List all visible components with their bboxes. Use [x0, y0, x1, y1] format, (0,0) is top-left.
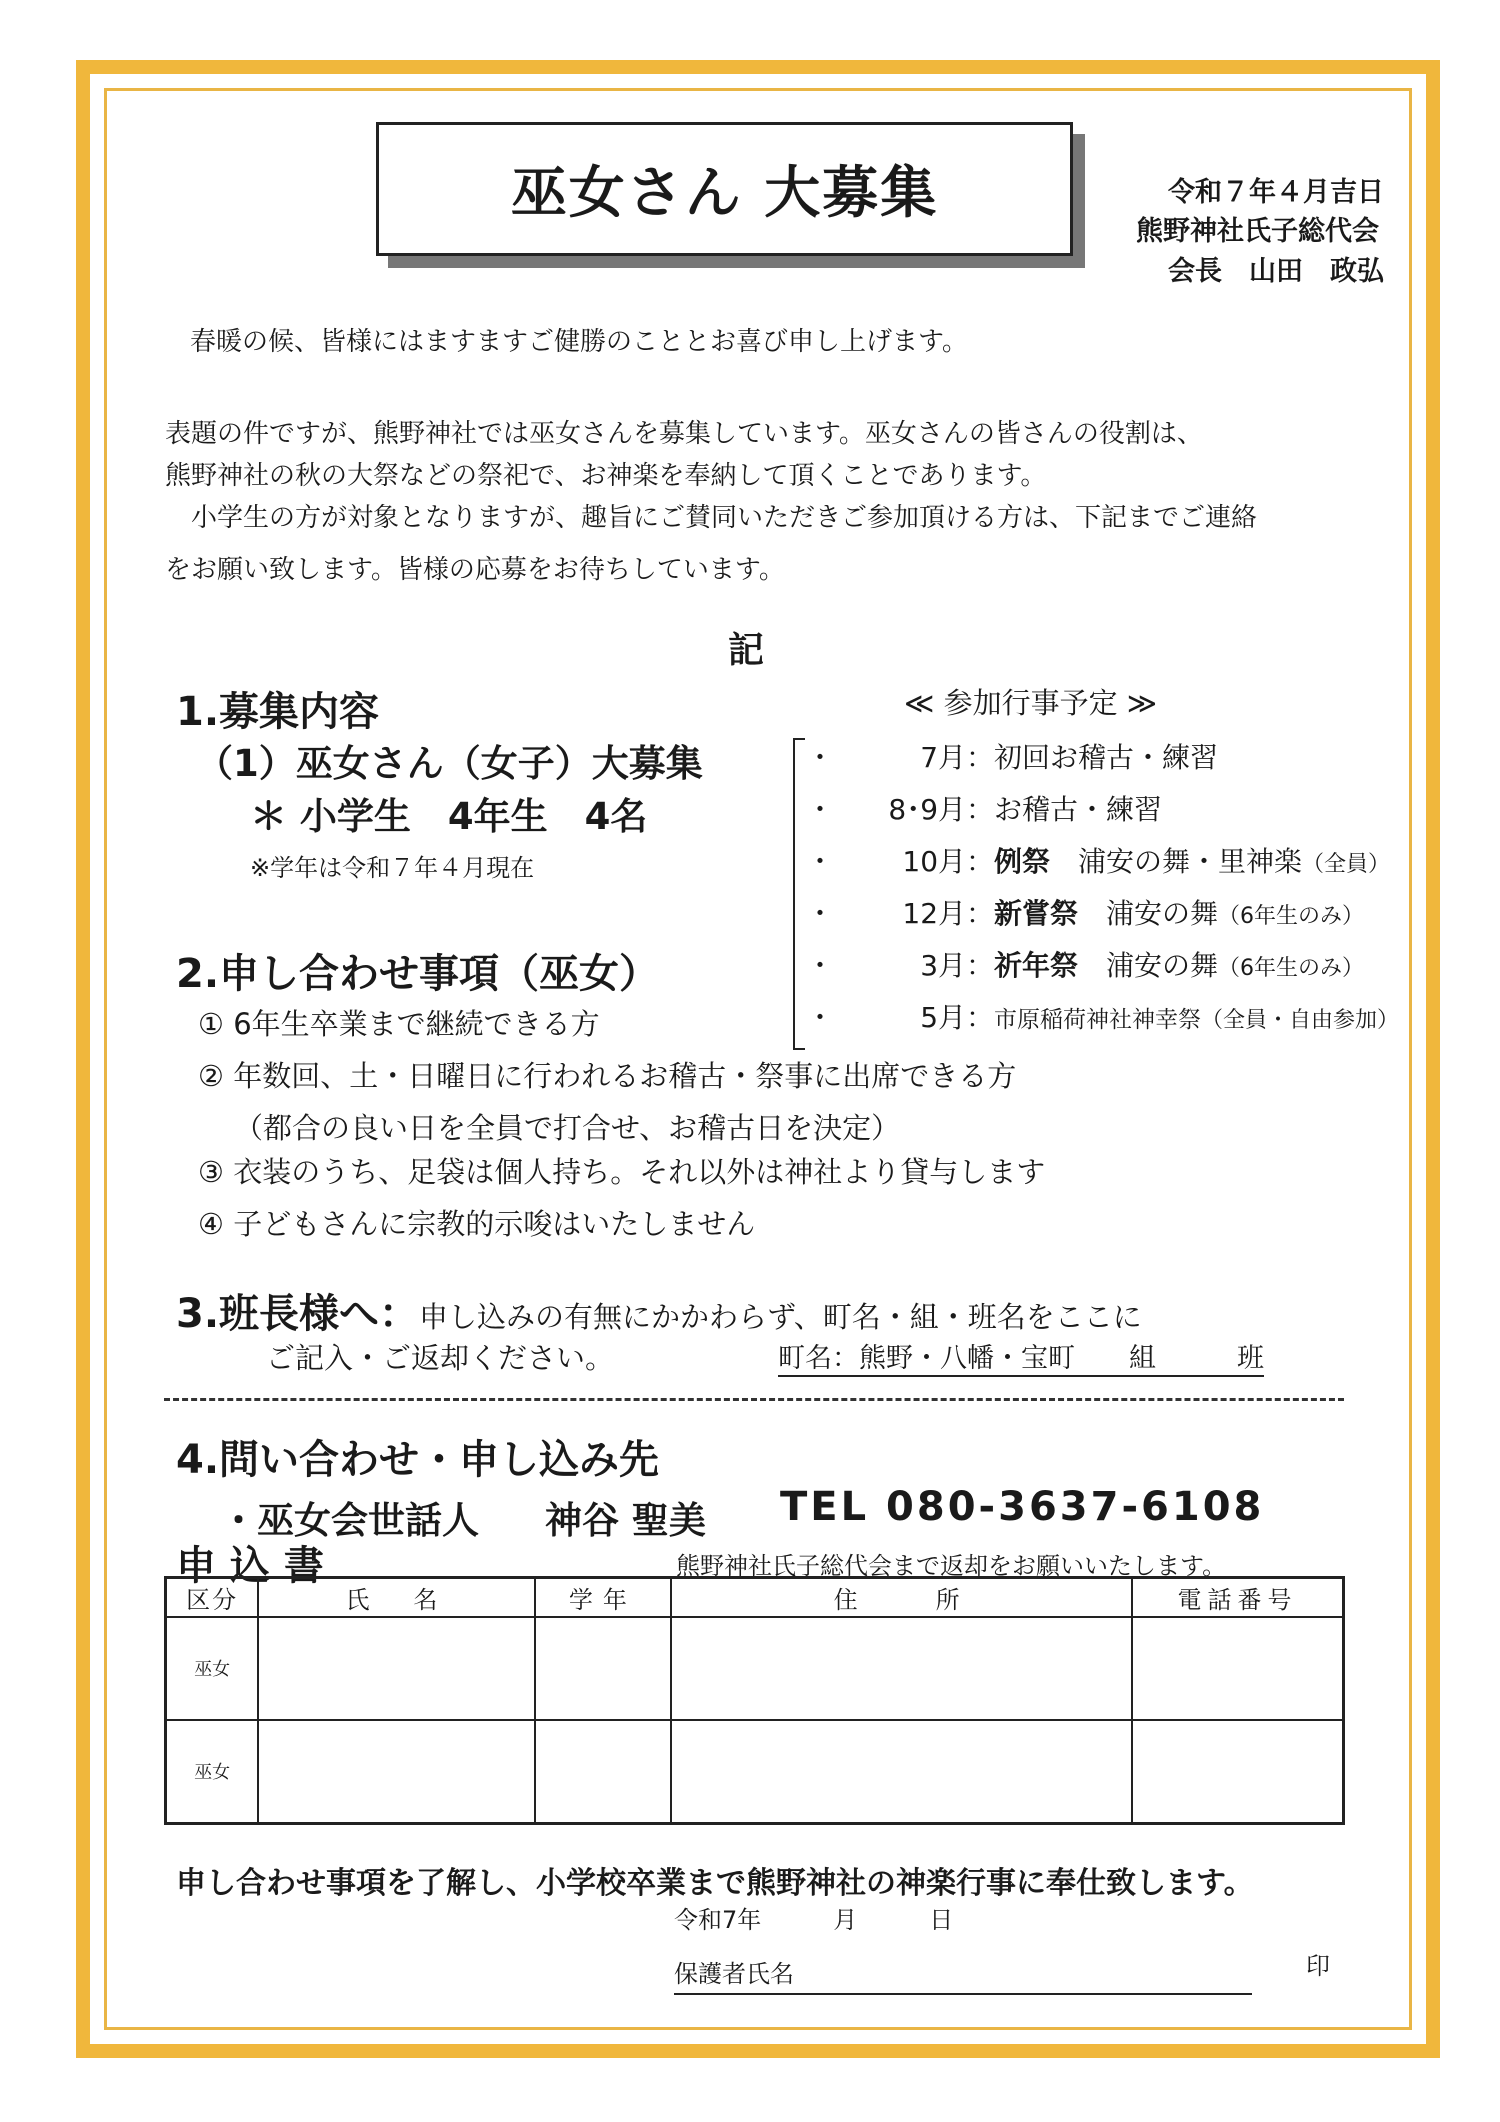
- section1-target: ＊ 小学生 4年生 4名: [250, 795, 648, 838]
- section2-heading: 2.申し合わせ事項（巫女）: [176, 951, 660, 997]
- contact-name: 神谷 聖美: [545, 1499, 706, 1542]
- name-field[interactable]: [258, 1720, 534, 1824]
- form-heading: 申 込 書: [176, 1543, 324, 1589]
- section1-item: （1）巫女さん（女子）大募集: [196, 742, 703, 785]
- section3-text2: ご記入・ご返却ください。: [266, 1341, 615, 1375]
- schedule-item: ・ 5月：市原稲荷神社神幸祭（全員・自由参加）: [806, 1001, 1400, 1034]
- intro-line: 表題の件ですが、熊野神社では巫女さんを募集しています。巫女さんの皆さんの役割は、: [165, 419, 1203, 449]
- issuer-org: 熊野神社氏子総代会: [1136, 216, 1379, 247]
- intro-line: 熊野神社の秋の大祭などの祭祀で、お神楽を奉納して頂くことであります。: [165, 461, 1047, 491]
- issuer-chair: 会長 山田 政弘: [1168, 256, 1384, 287]
- section1-heading: 1.募集内容: [176, 689, 380, 735]
- ki-heading: 記: [728, 630, 765, 671]
- guardian-signature-line[interactable]: [674, 1993, 1252, 1995]
- address-field[interactable]: [671, 1720, 1132, 1824]
- column-header: 学年: [535, 1578, 672, 1617]
- phone-field[interactable]: [1132, 1617, 1343, 1720]
- intro-line: をお願い致します。皆様の応募をお待ちしています。: [165, 555, 785, 585]
- table-header-row: [166, 1578, 1344, 1617]
- intro-line: 小学生の方が対象となりますが、趣旨にご賛同いただきご参加頂ける方は、下記までご連絡: [165, 503, 1258, 533]
- section2-item: ③ 衣装のうち、足袋は個人持ち。それ以外は神社より貸与します: [198, 1155, 1046, 1189]
- section3-text: 申し込みの有無にかかわらず、町名・組・班名をここに: [419, 1300, 1142, 1334]
- title-box: [376, 122, 1073, 256]
- contact-role: ・巫女会世話人: [220, 1499, 479, 1542]
- application-table: [164, 1576, 1345, 1825]
- guardian-label: 保護者氏名: [674, 1960, 794, 1988]
- grade-field[interactable]: [535, 1720, 672, 1824]
- section3-line1: [176, 1282, 1142, 1339]
- sign-date[interactable]: 令和7年 月 日: [674, 1906, 954, 1934]
- contact-tel: TEL 080-3637-6108: [780, 1484, 1265, 1530]
- section4-heading: 4.問い合わせ・申し込み先: [176, 1437, 660, 1483]
- column-header: 区分: [166, 1578, 259, 1617]
- issue-date: 令和７年４月吉日: [1168, 177, 1384, 208]
- section2-item: （都合の良い日を全員で打合せ、お稽古日を決定）: [234, 1111, 901, 1145]
- greeting: 春暖の候、皆様にはますますご健勝のこととお喜び申し上げます。: [190, 327, 968, 357]
- schedule-heading: ≪ 参加行事予定 ≫: [904, 686, 1158, 720]
- section2-item: ① 6年生卒業まで継続できる方: [198, 1007, 600, 1041]
- column-header: 氏 名: [258, 1578, 534, 1617]
- schedule-item: ・ 10月：例祭 浦安の舞・里神楽（全員）: [806, 845, 1391, 878]
- table-row: [166, 1720, 1344, 1824]
- column-header: 住 所: [671, 1578, 1132, 1617]
- schedule-item: ・ 8･9月：お稽古・練習: [806, 793, 1163, 826]
- table-row: [166, 1617, 1344, 1720]
- section1-note: ※学年は令和７年４月現在: [250, 854, 535, 882]
- name-field[interactable]: [258, 1617, 534, 1720]
- section2-item: ② 年数回、土・日曜日に行われるお稽古・祭事に出席できる方: [198, 1059, 1017, 1093]
- seal-mark: 印: [1306, 1952, 1330, 1980]
- kubun-cell: 巫女: [166, 1720, 259, 1824]
- address-field[interactable]: [671, 1617, 1132, 1720]
- page-title: 巫女さん 大募集: [510, 161, 939, 226]
- section3-fill-line[interactable]: 町名：熊野・八幡・宝町 組 班: [778, 1336, 1264, 1377]
- kubun-cell: 巫女: [166, 1617, 259, 1720]
- schedule-item: ・ 3月：祈年祭 浦安の舞（6年生のみ）: [806, 949, 1365, 982]
- return-note: 熊野神社氏子総代会まで返却をお願いいたします。: [676, 1552, 1227, 1580]
- grade-field[interactable]: [535, 1617, 672, 1720]
- phone-field[interactable]: [1132, 1720, 1343, 1824]
- schedule-item: ・ 12月：新嘗祭 浦安の舞（6年生のみ）: [806, 897, 1365, 930]
- section2-item: ④ 子どもさんに宗教的示唆はいたしません: [198, 1207, 756, 1241]
- cut-line: [164, 1398, 1344, 1401]
- section3-heading: 3.班長様へ：: [176, 1291, 420, 1337]
- schedule-bracket: [793, 738, 805, 1050]
- pledge-text: 申し合わせ事項を了解し、小学校卒業まで熊野神社の神楽行事に奉仕致します。: [176, 1866, 1254, 1901]
- column-header: 電話番号: [1132, 1578, 1343, 1617]
- schedule-item: ・ 7月：初回お稽古・練習: [806, 741, 1219, 774]
